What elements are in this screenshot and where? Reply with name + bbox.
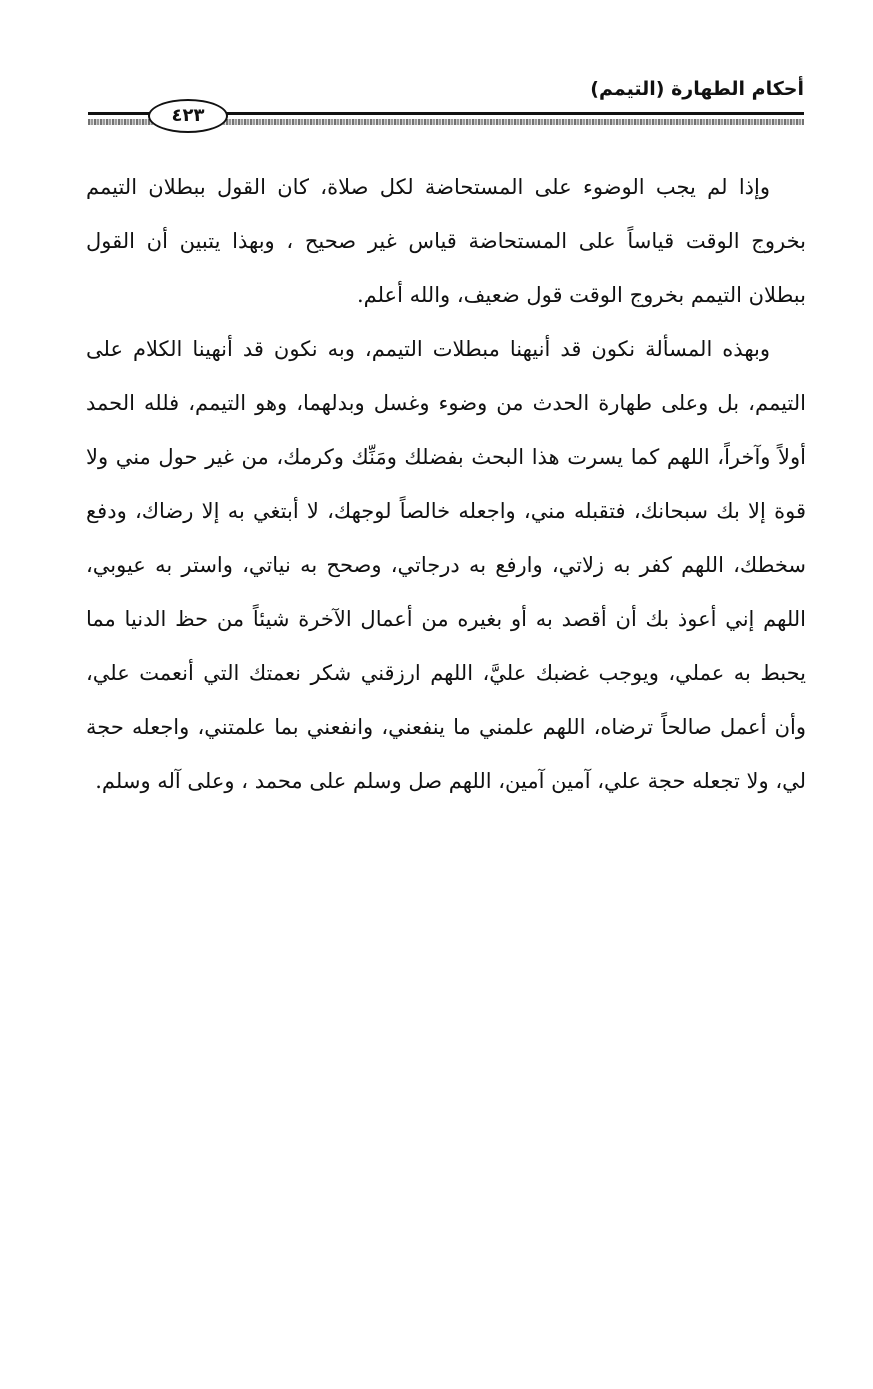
page-header xyxy=(88,76,804,136)
paragraph-2: وبهذه المسألة نكون قد أنيهنا مبطلات التيمم، وبه نكون قد أنهينا الكلام على التيمم، بل وعلى طهارة الحدث من وضوء وغسل وبدلهما، وهو التيمم، فلله الحمد أولاً وآخراً، اللهم كما يسرت هذا البحث بفضلك ومَنِّك وكرمك، من غير حول مني ولا قوة إلا بك سبحانك، فتقبله مني، واجعله خالصاً لوجهك، لا أبتغي به إلا رضاك، ودفع سخطك، اللهم كفر به زلاتي، وارفع به درجاتي، وصحح به نياتي، واستر به عيوبي، اللهم إني أعوذ بك أن أقصد به أو بغيره من أعمال الآخرة شيئاً من حظ الدنيا مما يحبط به عملي، ويوجب غضبك عليَّ، اللهم ارزقني شكر نعمتك التي أنعمت علي، وأن أعمل صالحاً ترضاه، اللهم علمني ما ينفعني، وانفعني بما علمتني، واجعله حجة لي، ولا تجعله حجة علي، آمين آمين، اللهم صل وسلم على محمد ، وعلى آله وسلم. xyxy=(86,337,806,793)
running-title: أحكام الطهارة (التيمم) xyxy=(590,78,804,100)
page-number-text: ٤٢٣ xyxy=(171,105,205,126)
page-number xyxy=(148,99,228,133)
page-body xyxy=(86,160,806,808)
paragraph-1: وإذا لم يجب الوضوء على المستحاضة لكل صلاة، كان القول ببطلان التيمم بخروج الوقت قياساً على المستحاضة قياس غير صحيح ، وبهذا يتبين أن القول ببطلان التيمم بخروج الوقت قول ضعيف، والله أعلم. xyxy=(86,175,806,307)
